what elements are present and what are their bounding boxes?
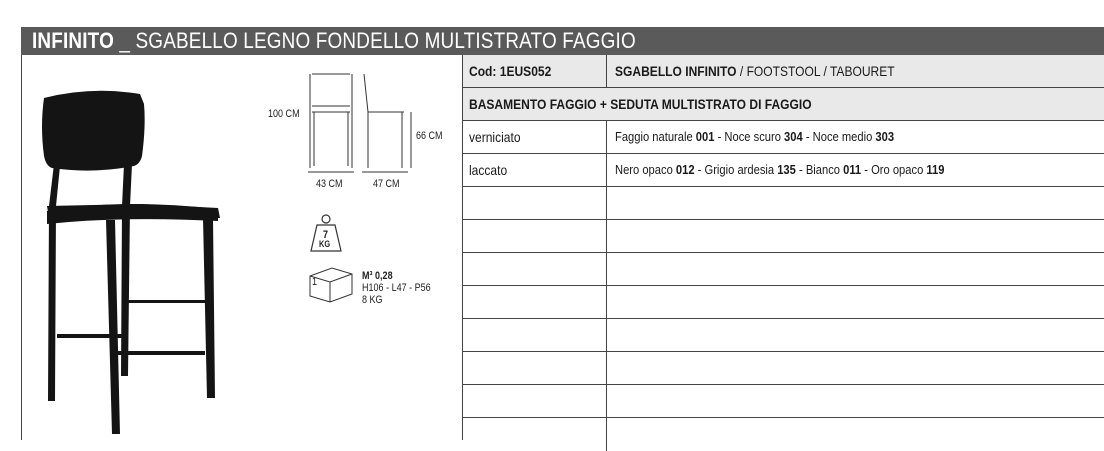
package-weight: 8 KG [362,294,383,306]
finish-label: verniciato [469,129,521,145]
title-rest: _ SGABELLO LEGNO FONDELLO MULTISTRATO FAGGIO [113,28,636,53]
table-cell [463,55,607,87]
stool-image [22,56,222,440]
page-title [32,29,636,53]
empty-table-row [463,385,1104,418]
option-name: Nero opaco [615,162,676,177]
table-row [463,55,1104,88]
option-code: 304 [784,129,803,144]
empty-table-row [463,352,1104,385]
finish-options [615,162,944,178]
empty-table-row [463,286,1104,319]
finish-options [615,129,894,145]
title-brand: INFINITO [32,28,114,53]
table-row [463,154,1104,187]
side-dimension-drawing [356,68,416,178]
table-row [463,88,1104,121]
table-cell [463,121,607,153]
option-code: 135 [777,162,796,177]
table-row [463,121,1104,154]
finish-label: laccato [469,162,508,178]
option-name: - Noce scuro [714,129,785,144]
package-volume: M³ 0,28 [362,270,393,282]
option-code: 011 [843,162,862,177]
product-illustration-area [22,56,462,440]
option-name: - Grigio ardesia [694,162,778,177]
option-name: - Noce medio [802,129,876,144]
product-name-translations: / FOOTSTOOL / TABOURET [736,63,895,79]
base-description: BASAMENTO FAGGIO + SEDUTA MULTISTRATO DI FAGGIO [469,96,812,112]
spec-table [462,55,1104,440]
empty-table-row [463,319,1104,352]
option-code: 001 [695,129,715,144]
table-cell [463,154,607,186]
option-code: 119 [926,162,945,177]
option-code: 012 [675,162,695,177]
option-code: 303 [875,129,895,144]
package-size: H106 - L47 - P56 [362,282,431,294]
weight-unit: KG [319,239,331,249]
front-dimension-drawing [302,68,362,178]
height-dimension: 100 CM [268,108,300,120]
width-dimension: 43 CM [316,178,343,190]
empty-table-row [463,220,1104,253]
option-name: - Bianco [795,162,844,177]
empty-table-row [463,418,1104,451]
empty-table-row [463,253,1104,286]
title-bar [21,27,1104,55]
product-code: Cod: 1EUS052 [469,63,552,79]
option-name: - Oro opaco [861,162,927,177]
product-name-cell [615,63,895,79]
seat-height-dimension: 66 CM [416,130,443,142]
empty-table-row [463,187,1104,220]
weight-value: 7 [323,229,329,241]
option-name: Faggio naturale [615,129,696,144]
depth-dimension: 47 CM [373,178,400,190]
package-count: 1 [312,276,318,288]
product-name: SGABELLO INFINITO [615,63,737,79]
